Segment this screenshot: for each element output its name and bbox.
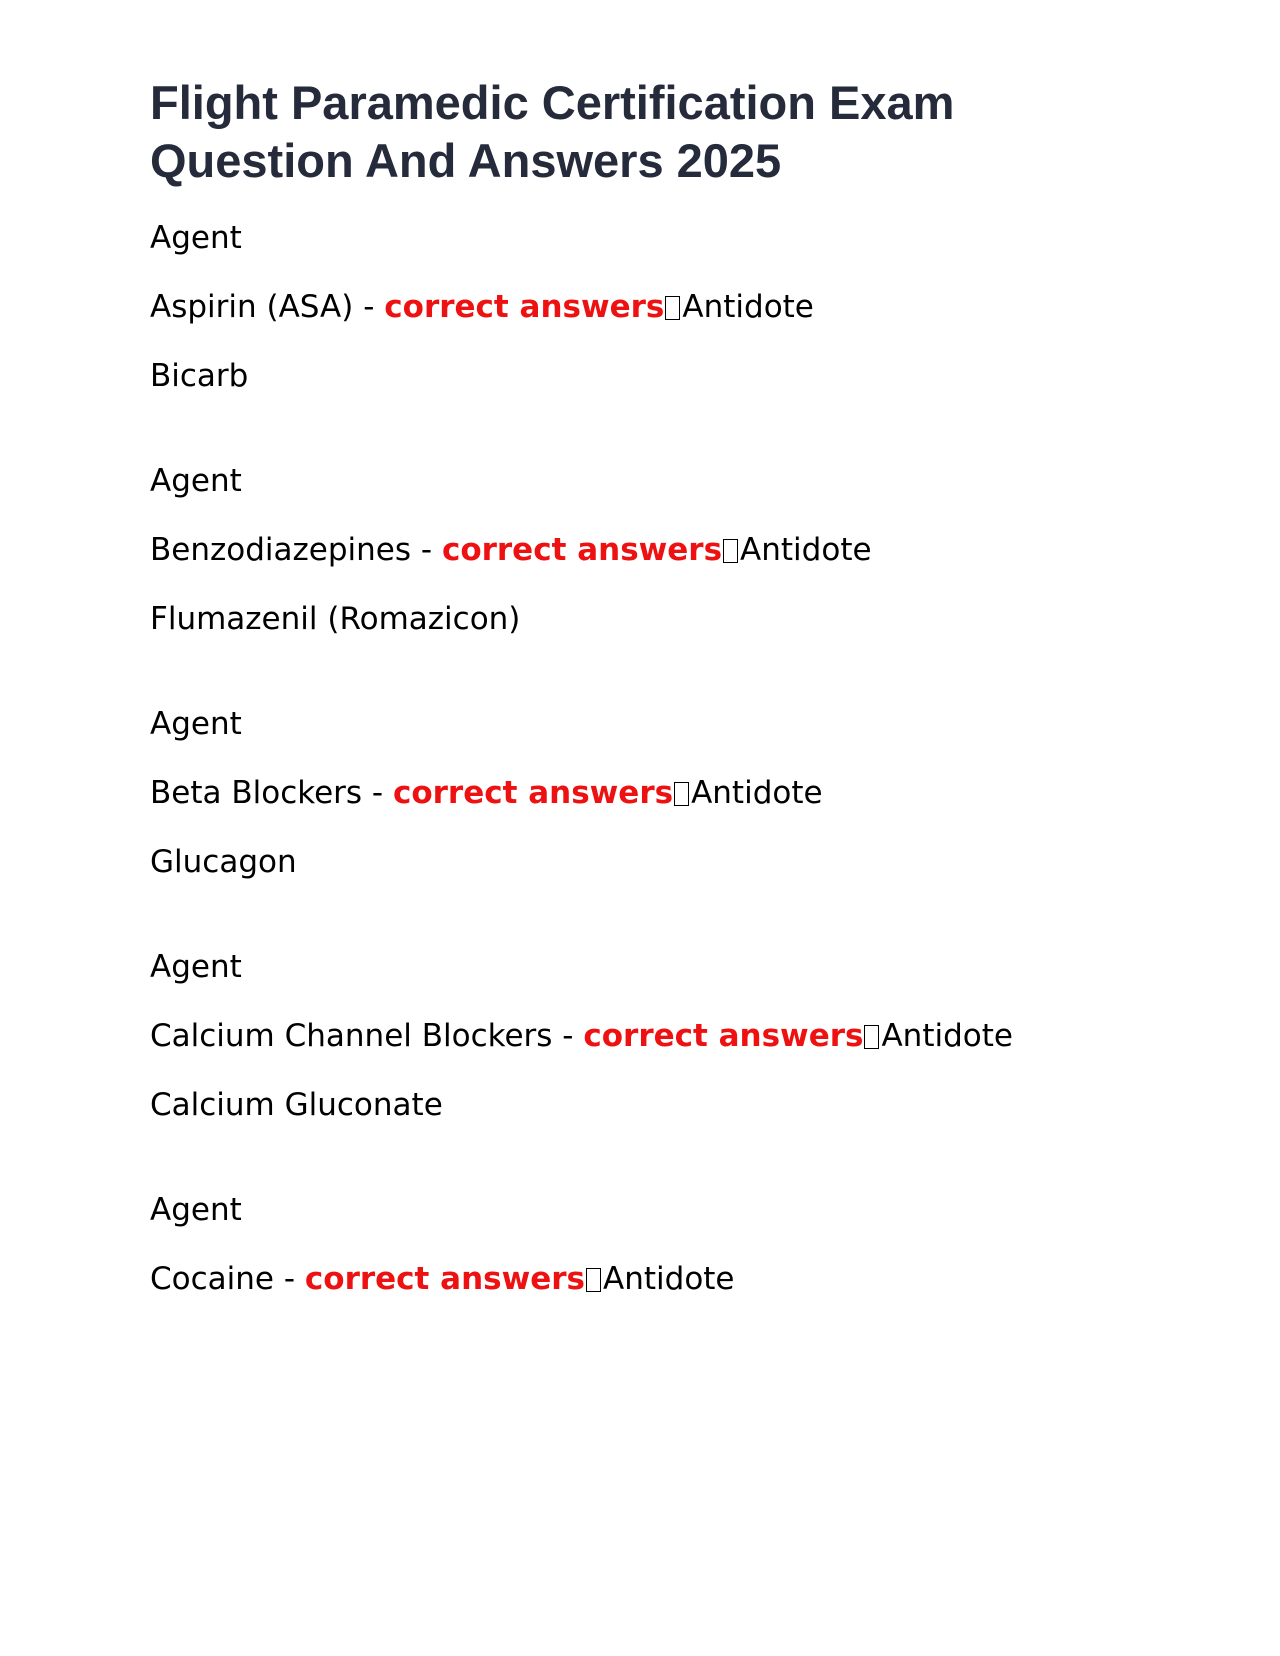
entry-label: Agent — [150, 220, 242, 256]
antidote-text: Antidote — [740, 532, 872, 568]
correct-answers-label: correct answers — [384, 289, 665, 325]
question-text: Calcium Channel Blockers — [150, 1018, 553, 1054]
entry-label: Agent — [150, 706, 242, 742]
question-line — [150, 1018, 1150, 1054]
antidote-text: Antidote — [691, 775, 823, 811]
answer-text: Glucagon — [150, 844, 297, 880]
qa-entry — [150, 1192, 1150, 1297]
answer-text: Calcium Gluconate — [150, 1087, 443, 1123]
antidote-text: Antidote — [682, 289, 814, 325]
question-line — [150, 532, 1150, 568]
missing-glyph-box-icon — [586, 1268, 601, 1292]
question-text: Cocaine — [150, 1261, 274, 1297]
answer-text: Flumazenil (Romazicon) — [150, 601, 521, 637]
antidote-text: Antidote — [603, 1261, 735, 1297]
separator: - — [552, 1018, 584, 1054]
answer-text: Bicarb — [150, 358, 249, 394]
separator: - — [353, 289, 385, 325]
question-text: Beta Blockers — [150, 775, 363, 811]
missing-glyph-box-icon — [723, 539, 738, 563]
qa-entry — [150, 949, 1150, 1123]
qa-entry — [150, 463, 1150, 637]
document-page — [150, 74, 1150, 1366]
document-title: Flight Paramedic Certification Exam Question And Answers 2025 — [150, 76, 955, 187]
question-text: Benzodiazepines — [150, 532, 412, 568]
question-line — [150, 1261, 1150, 1297]
separator: - — [362, 775, 393, 811]
correct-answers-label: correct answers — [304, 1261, 586, 1297]
question-text: Aspirin (ASA) — [150, 289, 354, 325]
antidote-text: Antidote — [881, 1018, 1013, 1054]
missing-glyph-box-icon — [665, 296, 680, 320]
entry-label: Agent — [150, 949, 242, 985]
entry-label: Agent — [150, 463, 242, 499]
qa-entry — [150, 706, 1150, 880]
correct-answers-label: correct answers — [583, 1018, 864, 1054]
correct-answers-label: correct answers — [392, 775, 674, 811]
missing-glyph-box-icon — [864, 1025, 879, 1049]
separator: - — [274, 1261, 305, 1297]
missing-glyph-box-icon — [674, 782, 689, 806]
entry-label: Agent — [150, 1192, 242, 1228]
qa-entry — [150, 220, 1150, 394]
question-line — [150, 289, 1150, 325]
separator: - — [411, 532, 442, 568]
correct-answers-label: correct answers — [441, 532, 723, 568]
question-line — [150, 775, 1150, 811]
